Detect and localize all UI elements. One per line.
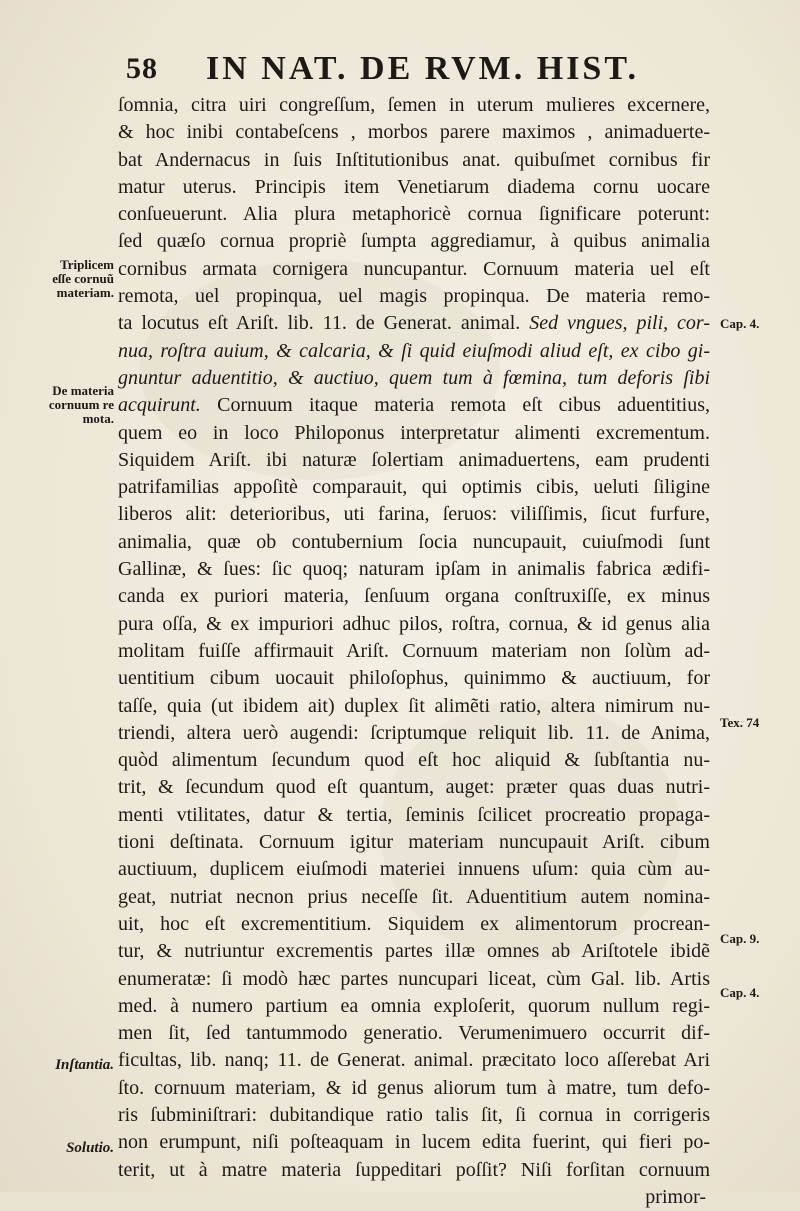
text-line [118,856,710,883]
text-line [118,447,710,474]
text-segment: ta locutus eſt Ariſt. lib. 11. de Generat. animal. [118,312,530,335]
text-line [118,201,710,228]
text-line [118,92,710,119]
text-segment: pura oſſa, & ex impuriori adhuc pilos, roſtra, cornua, & id genus alia [118,612,710,635]
text-line [118,501,710,528]
text-line [118,829,710,856]
text-line [118,1157,710,1184]
text-segment: matur uterus. Principis item Venetiarum diadema cornu uocare [118,175,710,198]
margin-ref-cap-4b: Cap. 4. [720,985,760,1000]
text-segment: trit, & ſecundum quod eſt quantum, auget: præter quas duas nutri- [118,776,710,799]
margin-note-line: eſſe cornuũ [52,271,114,286]
margin-note-solutio [16,1141,114,1155]
margin-ref-tex-74: Tex. 74 [720,715,760,730]
text-segment: cornibus armata cornigera nuncupantur. Cornuum materia uel eſt [118,257,710,280]
text-segment: Siquidem Ariſt. ibi naturæ ſolertiam animaduertens, eam prudenti [118,448,710,471]
margin-note-de-materia [16,384,114,426]
text-line [118,556,710,583]
text-segment: med. à numero partium ea omnia exploſerit, quorum nullum regi- [118,994,710,1017]
text-line [118,1102,710,1129]
text-line [118,720,710,747]
text-segment: remota, uel propinqua, uel magis propinqua. De materia remo- [118,285,710,308]
text-line [118,283,710,310]
text-line [118,747,710,774]
text-line [118,1075,710,1102]
text-segment: ſto. cornuum materiam, & id genus aliorum tum à matre, tum defo- [118,1076,710,1099]
text-segment: primor- [645,1185,706,1208]
italic-quote-segment: gnuntur aduentitio, & auctiuo, quem tum à fœmina, tum deforis ſibi [118,366,710,389]
text-segment: geat, nutriat necnon prius neceſſe ſit. Aduentitium autem nomina- [118,885,710,908]
text-segment: ſomnia, citra uiri congreſſum, ſemen in uterum mulieres excernere, [118,94,710,116]
text-segment: liberos alit: deterioribus, uti farina, ſeruos: viliſſimis, ſicut furfure, [118,503,710,526]
text-segment: terit, ut à matre materia ſuppeditari poſſit? Niſi forſitan cornuum [118,1158,710,1181]
italic-quote-segment: Sed vngues, pili, cor- [529,312,710,335]
text-line [118,1047,710,1074]
text-segment: animalia, quæ ob contubernium ſocia nuncupauit, cuiuſmodi ſunt [118,530,710,553]
italic-quote-segment: nua, roſtra auium, & calcaria, & ſi quid eiuſmodi aliud eſt, ex cibo gi- [118,339,710,362]
text-line [118,119,710,146]
text-line [118,802,710,829]
margin-ref-cap-4: Cap. 4. [720,316,760,331]
margin-note-line: cornuum re [48,397,114,412]
text-segment: menti vtilitates, datur & tertia, ſeminis ſcilicet procreatio propaga- [118,803,710,826]
italic-quote-segment: acquirunt. [118,394,201,417]
text-segment: ficultas, lib. nanq; 11. de Generat. animal. præcitato loco aſſerebat Ari [118,1049,710,1072]
text-segment: & hoc inibi contabeſcens , morbos parere maximos , animaduerte- [118,121,710,144]
margin-note-line: materiam. [56,285,114,300]
text-segment: quem eo in loco Philoponus interpretatur alimenti excrementum. [118,421,710,444]
margin-note-instantia [16,1058,114,1072]
text-line [118,993,710,1020]
text-segment: auctiuum, duplicem eiuſmodi materiei innuens uſum: quia cùm au- [118,858,710,881]
text-segment: non erumpunt, niſi poſteaquam in lucem edita fuerint, qui fieri po- [118,1131,710,1154]
text-line [118,693,710,720]
text-line [118,256,710,283]
margin-note-line: mota. [82,411,114,426]
text-segment: conſueuerunt. Alia plura metaphoricè cornua ſignificare poterunt: [118,203,710,226]
main-text-block [118,92,710,1211]
text-segment: men ſit, ſed tantummodo generatio. Verumenimuero occurrit dif- [118,1022,710,1045]
text-segment: molitam fuiſſe affirmauit Ariſt. Cornuum materiam non ſolùm ad- [118,639,710,662]
text-line [118,774,710,801]
text-line [118,938,710,965]
page-header [120,46,680,96]
margin-note-line: De materia [52,383,114,398]
text-line [118,174,710,201]
text-segment: enumeratæ: ſi modò hæc partes nuncupari liceat, cùm Gal. lib. Artis [118,967,710,990]
page-number: 58 [126,52,158,85]
text-segment: ſed quæſo cornua propriè ſumpta aggrediamur, à quibus animalia [118,230,710,253]
text-line [118,665,710,692]
text-segment: patrifamilias appoſitè comparauit, qui optimis cibis, ueluti ſiligine [118,476,710,499]
text-line [118,966,710,993]
text-line [118,365,710,392]
text-segment: Cornuum itaque materia remota eſt cibus aduentitius, [200,394,710,417]
text-line [118,1129,710,1156]
text-segment: bat Andernacus in ſuis Inſtitutionibus anat. quibuſmet cornibus fir [118,148,710,171]
text-line [118,638,710,665]
text-segment: tioni deſtinata. Cornuum igitur materiam nuncupauit Ariſt. cibum [118,831,710,854]
text-line [118,1020,710,1047]
margin-ref-cap-9: Cap. 9. [720,931,760,946]
text-line [118,392,710,419]
text-line [118,611,710,638]
text-segment: ris ſubminiſtrari: dubitandique ratio talis ſit, ſi cornua in corrigeris [118,1103,710,1126]
text-segment: Gallinæ, & ſues: ſic quoq; naturam ipſam in animalis fabrica ædifi- [118,558,710,581]
text-segment: canda ex puriori materia, ſenſuum organa conſtruxiſſe, ex minus [118,585,710,608]
text-segment: taſſe, quia (ut ibidem ait) duplex ſit alimẽti ratio, altera nimirum nu- [118,694,710,717]
margin-note-line: Solutio. [66,1140,114,1156]
text-line [118,583,710,610]
text-line [118,228,710,255]
text-segment: quòd alimentum ſecundum quod eſt hoc aliquid & ſubſtantia nu- [118,749,710,772]
margin-note-line: Inſtantia. [55,1057,114,1073]
text-line [118,529,710,556]
text-line [118,884,710,911]
text-segment: uit, hoc eſt excrementitium. Siquidem ex alimentorum procrean- [118,912,710,935]
text-segment: tur, & nutriuntur excrementis partes illæ omnes ab Ariſtotele ibidẽ [118,940,710,963]
text-line [118,147,710,174]
text-line [118,420,710,447]
text-line [118,911,710,938]
margin-note-line: Triplicem [60,257,114,272]
running-title: IN NAT. DE RVM. HIST. [206,50,639,87]
text-line [118,474,710,501]
text-segment: uentitium cibum uocauit philoſophus, quinimmo & auctiuum, for [118,667,710,690]
text-line [118,338,710,365]
text-line [118,310,710,337]
text-segment: triendi, altera uerò augendi: ſcriptumque reliquit lib. 11. de Anima, [118,721,710,744]
text-line [118,1184,710,1211]
margin-note-triplicem [16,258,114,300]
